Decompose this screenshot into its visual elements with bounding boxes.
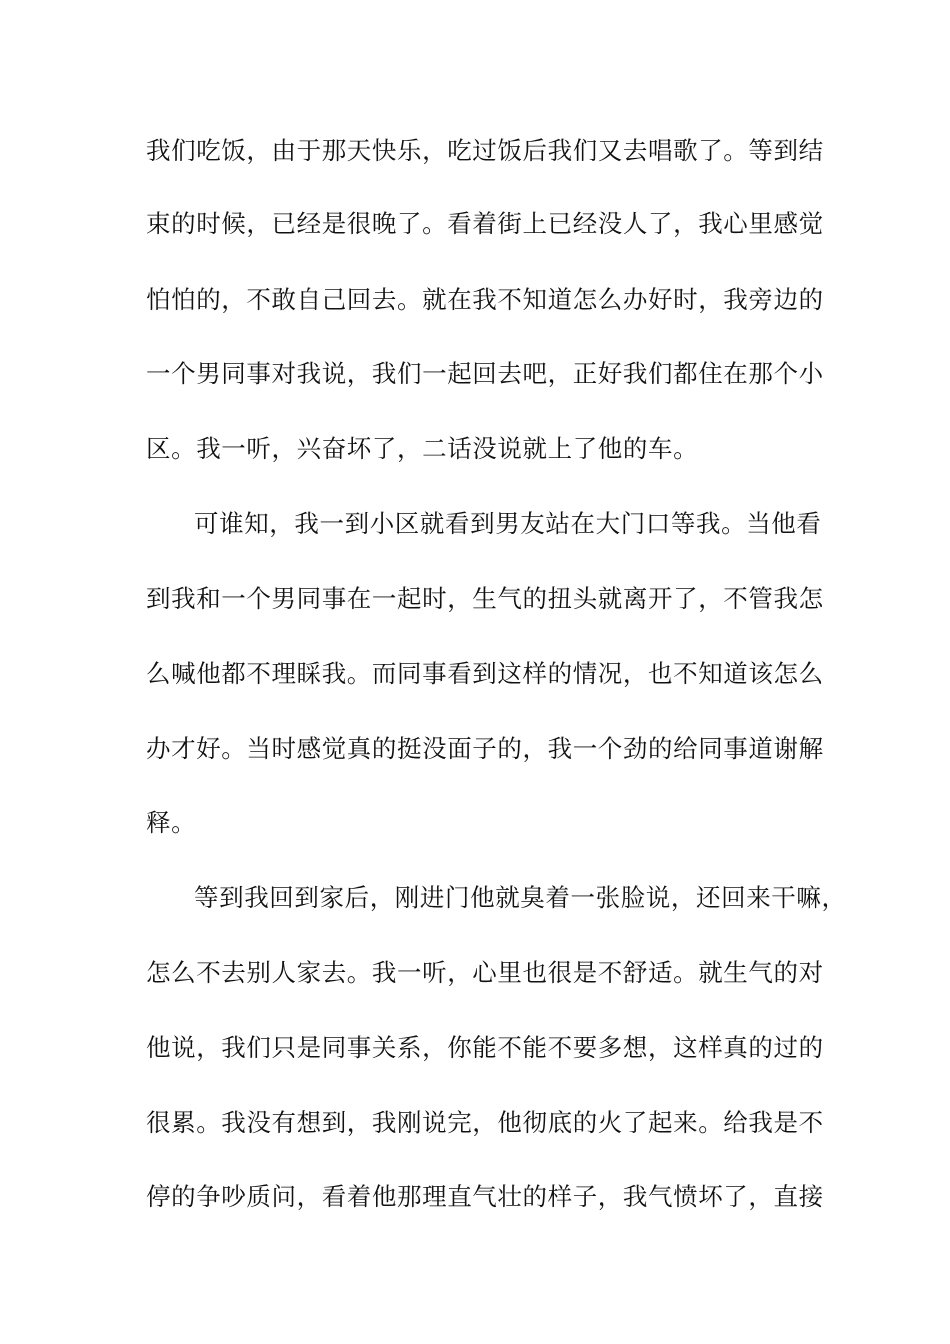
- text-line: 他说，我们只是同事关系，你能不能不要多想，这样真的过的: [146, 1033, 824, 1062]
- text-line: 释。: [146, 808, 197, 837]
- text-line: 一个男同事对我说，我们一起回去吧，正好我们都住在那个小: [146, 359, 824, 388]
- text-line: 办才好。当时感觉真的挺没面子的，我一个劲的给同事道谢解: [146, 734, 824, 763]
- text-line: 到我和一个男同事在一起时，生气的扭头就离开了，不管我怎: [146, 584, 824, 613]
- text-line: 停的争吵质问，看着他那理直气壮的样子，我气愤坏了，直接: [146, 1182, 824, 1211]
- text-line: 束的时候，已经是很晚了。看着街上已经没人了，我心里感觉: [146, 209, 824, 238]
- paragraph-first-line: 可谁知，我一到小区就看到男友站在大门口等我。当他看: [194, 509, 822, 538]
- text-line: 怕怕的，不敢自己回去。就在我不知道怎么办好时，我旁边的: [146, 285, 824, 314]
- text-line: 区。我一听，兴奋坏了，二话没说就上了他的车。: [146, 434, 699, 463]
- text-line: 么喊他都不理睬我。而同事看到这样的情况，也不知道该怎么: [146, 659, 824, 688]
- text-line: 我们吃饭，由于那天快乐，吃过饭后我们又去唱歌了。等到结: [146, 136, 824, 165]
- text-line: 很累。我没有想到，我刚说完，他彻底的火了起来。给我是不: [146, 1108, 824, 1137]
- text-line: 怎么不去别人家去。我一听，心里也很是不舒适。就生气的对: [146, 958, 824, 987]
- paragraph-first-line: 等到我回到家后，刚进门他就臭着一张脸说，还回来干嘛，: [194, 883, 847, 912]
